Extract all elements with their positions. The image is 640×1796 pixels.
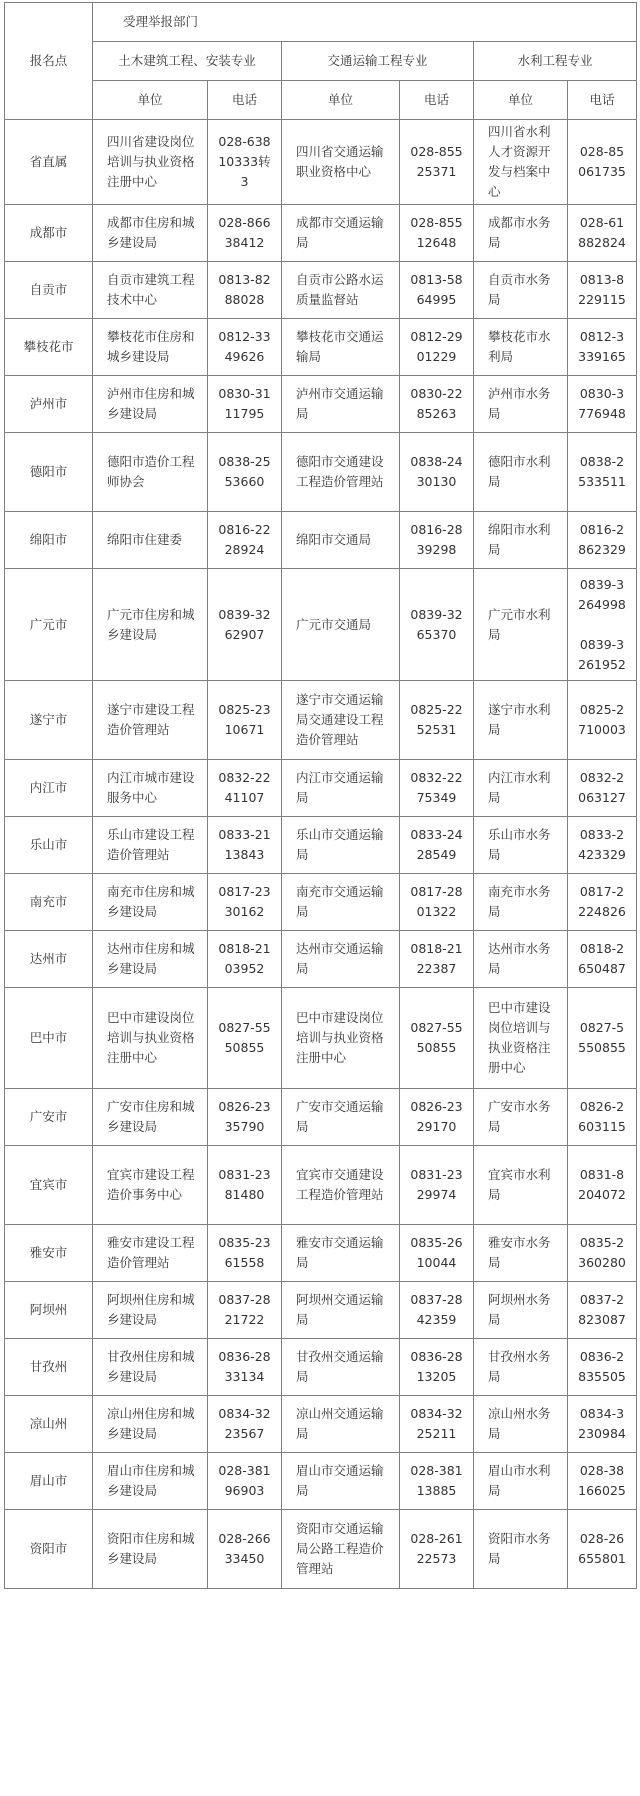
civil-phone-cell: [208, 681, 282, 760]
phone-number: 0818-2650487: [578, 941, 626, 976]
civil-unit-cell: 凉山州住房和城乡建设局: [93, 1396, 208, 1453]
region-cell: 南充市: [5, 874, 93, 931]
transport-unit-cell: 甘孜州交通运输局: [282, 1339, 400, 1396]
phone-number: 0838-2553660: [218, 454, 271, 489]
water-unit-cell: 甘孜州水务局: [474, 1339, 568, 1396]
region-cell: 乐山市: [5, 817, 93, 874]
water-unit-cell: 乐山市水务局: [474, 817, 568, 874]
table-row: [5, 1225, 637, 1282]
water-unit-cell: 绵阳市水利局: [474, 512, 568, 569]
phone-number: 0838-2430130: [410, 454, 463, 489]
transport-phone-cell: [400, 1225, 474, 1282]
phone-number: 028-38113885: [410, 1463, 463, 1498]
phone-number: 0825-2310671: [218, 702, 271, 737]
transport-phone-cell: [400, 988, 474, 1089]
header-group-civil: 土木建筑工程、安装专业: [93, 42, 282, 81]
water-unit-cell: 雅安市水务局: [474, 1225, 568, 1282]
region-cell: 广元市: [5, 569, 93, 681]
water-unit-cell: 巴中市建设岗位培训与执业资格注册中心: [474, 988, 568, 1089]
transport-phone-cell: [400, 120, 474, 205]
phone-number: 0816-2839298: [410, 522, 463, 557]
transport-phone-cell: [400, 1089, 474, 1146]
water-unit-cell: 四川省水利人才资源开发与档案中心: [474, 120, 568, 205]
table-row: [5, 931, 637, 988]
water-phone-cell: [568, 874, 637, 931]
phone-number: 028-26655801: [578, 1531, 626, 1566]
phone-number: 0831-8204072: [578, 1167, 626, 1202]
phone-number: 0826-2329170: [410, 1099, 463, 1134]
civil-phone-cell: [208, 1225, 282, 1282]
region-cell: 达州市: [5, 931, 93, 988]
transport-phone-cell: [400, 1453, 474, 1510]
transport-unit-cell: 成都市交通运输局: [282, 205, 400, 262]
civil-phone-cell: [208, 988, 282, 1089]
transport-phone-cell: [400, 931, 474, 988]
transport-unit-cell: 巴中市建设岗位培训与执业资格注册中心: [282, 988, 400, 1089]
civil-phone-cell: [208, 120, 282, 205]
region-cell: 遂宁市: [5, 681, 93, 760]
phone-number: 0816-2228924: [218, 522, 271, 557]
phone-number: 0812-3339165: [578, 329, 626, 364]
phone-number: 0818-2122387: [410, 941, 463, 976]
phone-number: 0834-3225211: [410, 1406, 463, 1441]
water-unit-cell: 南充市水务局: [474, 874, 568, 931]
header-region: 报名点: [5, 3, 93, 120]
region-cell: 自贡市: [5, 262, 93, 319]
phone-number: 0827-5550855: [218, 1020, 271, 1055]
phone-number: 0818-2103952: [218, 941, 271, 976]
water-unit-cell: 遂宁市水利局: [474, 681, 568, 760]
civil-unit-cell: 南充市住房和城乡建设局: [93, 874, 208, 931]
transport-phone-cell: [400, 1510, 474, 1589]
transport-phone-cell: [400, 262, 474, 319]
water-phone-cell: [568, 1339, 637, 1396]
header-phone: 电话: [208, 81, 282, 120]
water-unit-cell: 宜宾市水利局: [474, 1146, 568, 1225]
phone-number: 0830-3111795: [218, 386, 271, 421]
transport-unit-cell: 阿坝州交通运输局: [282, 1282, 400, 1339]
water-phone-cell: [568, 319, 637, 376]
transport-phone-cell: [400, 512, 474, 569]
region-cell: 泸州市: [5, 376, 93, 433]
water-unit-cell: 达州市水务局: [474, 931, 568, 988]
civil-unit-cell: 资阳市住房和城乡建设局: [93, 1510, 208, 1589]
phone-number: 0812-3349626: [218, 329, 271, 364]
region-cell: 内江市: [5, 760, 93, 817]
phone-number: 0838-2533511: [578, 454, 626, 489]
civil-unit-cell: 宜宾市建设工程造价事务中心: [93, 1146, 208, 1225]
transport-phone-cell: [400, 569, 474, 681]
civil-unit-cell: 成都市住房和城乡建设局: [93, 205, 208, 262]
civil-unit-cell: 达州市住房和城乡建设局: [93, 931, 208, 988]
phone-number: 0839-3264998: [578, 576, 626, 612]
phone-number: 0836-2813205: [410, 1349, 463, 1384]
contact-table: [4, 2, 637, 1589]
table-row: [5, 433, 637, 512]
phone-number: 0835-2610044: [410, 1235, 463, 1270]
transport-unit-cell: 雅安市交通运输局: [282, 1225, 400, 1282]
transport-unit-cell: 内江市交通运输局: [282, 760, 400, 817]
phone-number: 0826-2335790: [218, 1099, 271, 1134]
phone-number: 0817-2224826: [578, 884, 626, 919]
table-row: [5, 1089, 637, 1146]
table-row: [5, 569, 637, 681]
phone-number: 028-26633450: [218, 1531, 271, 1566]
table-row: [5, 874, 637, 931]
table-row: [5, 376, 637, 433]
civil-unit-cell: 自贡市建筑工程技术中心: [93, 262, 208, 319]
transport-phone-cell: [400, 874, 474, 931]
header-top: 受理举报部门: [93, 3, 637, 42]
transport-unit-cell: 南充市交通运输局: [282, 874, 400, 931]
water-phone-cell: [568, 433, 637, 512]
water-unit-cell: 广安市水务局: [474, 1089, 568, 1146]
phone-number: 0839-3265370: [410, 606, 463, 642]
civil-unit-cell: 内江市城市建设服务中心: [93, 760, 208, 817]
civil-unit-cell: 眉山市住房和城乡建设局: [93, 1453, 208, 1510]
region-cell: 凉山州: [5, 1396, 93, 1453]
transport-unit-cell: 广安市交通运输局: [282, 1089, 400, 1146]
water-phone-cell: [568, 1282, 637, 1339]
civil-phone-cell: [208, 262, 282, 319]
water-phone-cell: [568, 376, 637, 433]
civil-phone-cell: [208, 319, 282, 376]
region-cell: 眉山市: [5, 1453, 93, 1510]
water-phone-cell: [568, 120, 637, 205]
table-row: [5, 1453, 637, 1510]
civil-unit-cell: 绵阳市住建委: [93, 512, 208, 569]
table-row: [5, 988, 637, 1089]
civil-unit-cell: 甘孜州住房和城乡建设局: [93, 1339, 208, 1396]
civil-unit-cell: 攀枝花市住房和城乡建设局: [93, 319, 208, 376]
table-row: [5, 1396, 637, 1453]
transport-unit-cell: 广元市交通局: [282, 569, 400, 681]
phone-number: 028-85061735: [578, 144, 626, 179]
phone-number: 028-38196903: [218, 1463, 271, 1498]
civil-phone-cell: [208, 1089, 282, 1146]
water-phone-cell: [568, 931, 637, 988]
phone-number: 028-26122573: [410, 1531, 463, 1566]
phone-number: 0837-2823087: [578, 1292, 626, 1327]
civil-unit-cell: 遂宁市建设工程造价管理站: [93, 681, 208, 760]
transport-phone-cell: [400, 1282, 474, 1339]
water-unit-cell: 自贡市水务局: [474, 262, 568, 319]
transport-unit-cell: 达州市交通运输局: [282, 931, 400, 988]
phone-number: 0813-8229115: [578, 272, 626, 307]
table-row: [5, 205, 637, 262]
region-cell: 绵阳市: [5, 512, 93, 569]
civil-phone-cell: [208, 874, 282, 931]
phone-number: 0836-2833134: [218, 1349, 271, 1384]
header-group-water: 水利工程专业: [474, 42, 637, 81]
table-row: [5, 262, 637, 319]
phone-number: 0839-3261952: [578, 636, 626, 672]
civil-unit-cell: 四川省建设岗位培训与执业资格注册中心: [93, 120, 208, 205]
civil-phone-cell: [208, 1453, 282, 1510]
civil-phone-cell: [208, 1339, 282, 1396]
table-row: [5, 760, 637, 817]
phone-number: 0832-2063127: [578, 770, 626, 805]
header-unit: 单位: [93, 81, 208, 120]
phone-number: 028-85525371: [410, 144, 463, 179]
water-unit-cell: 眉山市水利局: [474, 1453, 568, 1510]
phone-number: 0830-2285263: [410, 386, 463, 421]
phone-number: 028-85512648: [410, 215, 463, 250]
water-unit-cell: 成都市水务局: [474, 205, 568, 262]
phone-number: 0813-5864995: [410, 272, 463, 307]
transport-phone-cell: [400, 1339, 474, 1396]
civil-phone-cell: [208, 512, 282, 569]
civil-phone-cell: [208, 433, 282, 512]
civil-unit-cell: 乐山市建设工程造价管理站: [93, 817, 208, 874]
transport-unit-cell: 凉山州交通运输局: [282, 1396, 400, 1453]
phone-number: 0833-2113843: [218, 827, 271, 862]
water-unit-cell: 资阳市水务局: [474, 1510, 568, 1589]
civil-unit-cell: 德阳市造价工程师协会: [93, 433, 208, 512]
phone-number: 0832-2241107: [218, 770, 271, 805]
civil-phone-cell: [208, 569, 282, 681]
table-row: [5, 512, 637, 569]
civil-unit-cell: 巴中市建设岗位培训与执业资格注册中心: [93, 988, 208, 1089]
water-phone-cell: [568, 1396, 637, 1453]
phone-number: 0830-3776948: [578, 386, 626, 421]
transport-unit-cell: 自贡市公路水运质量监督站: [282, 262, 400, 319]
water-phone-cell: [568, 1510, 637, 1589]
table-row: [5, 1339, 637, 1396]
region-cell: 阿坝州: [5, 1282, 93, 1339]
water-phone-cell: [568, 262, 637, 319]
phone-number: 0835-2361558: [218, 1235, 271, 1270]
region-cell: 德阳市: [5, 433, 93, 512]
phone-number: 0827-5550855: [578, 1020, 626, 1055]
transport-unit-cell: 遂宁市交通运输局交通建设工程造价管理站: [282, 681, 400, 760]
header-unit: 单位: [282, 81, 400, 120]
phone-number: 0837-2842359: [410, 1292, 463, 1327]
header-phone: 电话: [568, 81, 637, 120]
water-phone-cell: [568, 1225, 637, 1282]
phone-number: 0826-2603115: [578, 1099, 626, 1134]
water-unit-cell: 凉山州水务局: [474, 1396, 568, 1453]
phone-number: 0833-2428549: [410, 827, 463, 862]
transport-unit-cell: 乐山市交通运输局: [282, 817, 400, 874]
transport-unit-cell: 宜宾市交通建设工程造价管理站: [282, 1146, 400, 1225]
water-phone-cell: [568, 1089, 637, 1146]
civil-phone-cell: [208, 817, 282, 874]
water-unit-cell: 德阳市水利局: [474, 433, 568, 512]
phone-number: 0817-2801322: [410, 884, 463, 919]
transport-phone-cell: [400, 376, 474, 433]
transport-phone-cell: [400, 681, 474, 760]
region-cell: 攀枝花市: [5, 319, 93, 376]
transport-phone-cell: [400, 1146, 474, 1225]
region-cell: 资阳市: [5, 1510, 93, 1589]
phone-number: 0835-2360280: [578, 1235, 626, 1270]
phone-number: 0825-2252531: [410, 702, 463, 737]
phone-number: 0825-2710003: [578, 702, 626, 737]
phone-number: 0834-3230984: [578, 1406, 626, 1441]
water-unit-cell: 阿坝州水务局: [474, 1282, 568, 1339]
phone-number: 028-38166025: [578, 1463, 626, 1498]
phone-number: 0812-2901229: [410, 329, 463, 364]
transport-unit-cell: 四川省交通运输职业资格中心: [282, 120, 400, 205]
phone-number: 0834-3223567: [218, 1406, 271, 1441]
table-row: [5, 681, 637, 760]
transport-unit-cell: 攀枝花市交通运输局: [282, 319, 400, 376]
transport-unit-cell: 泸州市交通运输局: [282, 376, 400, 433]
civil-phone-cell: [208, 1510, 282, 1589]
header-group-transport: 交通运输工程专业: [282, 42, 474, 81]
phone-number: 028-63810333转3: [218, 134, 271, 189]
transport-phone-cell: [400, 817, 474, 874]
phone-number: 028-86638412: [218, 215, 271, 250]
civil-unit-cell: 雅安市建设工程造价管理站: [93, 1225, 208, 1282]
region-cell: 雅安市: [5, 1225, 93, 1282]
civil-phone-cell: [208, 1146, 282, 1225]
transport-phone-cell: [400, 205, 474, 262]
phone-number: 0836-2835505: [578, 1349, 626, 1384]
header-unit: 单位: [474, 81, 568, 120]
transport-unit-cell: 绵阳市交通局: [282, 512, 400, 569]
phone-number: 0833-2423329: [578, 827, 626, 862]
phone-number: 0816-2862329: [578, 522, 626, 557]
region-cell: 成都市: [5, 205, 93, 262]
civil-phone-cell: [208, 1396, 282, 1453]
civil-unit-cell: 泸州市住房和城乡建设局: [93, 376, 208, 433]
phone-number: 0839-3262907: [218, 606, 271, 642]
region-cell: 宜宾市: [5, 1146, 93, 1225]
water-unit-cell: 泸州市水务局: [474, 376, 568, 433]
transport-unit-cell: 眉山市交通运输局: [282, 1453, 400, 1510]
civil-unit-cell: 阿坝州住房和城乡建设局: [93, 1282, 208, 1339]
transport-phone-cell: [400, 1396, 474, 1453]
water-phone-cell: [568, 1453, 637, 1510]
civil-unit-cell: 广元市住房和城乡建设局: [93, 569, 208, 681]
water-phone-cell: [568, 681, 637, 760]
water-unit-cell: 攀枝花市水利局: [474, 319, 568, 376]
transport-phone-cell: [400, 319, 474, 376]
region-cell: 甘孜州: [5, 1339, 93, 1396]
phone-number: 0827-5550855: [410, 1020, 463, 1055]
table-row: [5, 1510, 637, 1589]
phone-number: 0832-2275349: [410, 770, 463, 805]
water-phone-cell: [568, 760, 637, 817]
water-phone-cell: [568, 1146, 637, 1225]
table-row: [5, 1146, 637, 1225]
civil-phone-cell: [208, 1282, 282, 1339]
header-phone: 电话: [400, 81, 474, 120]
water-unit-cell: 广元市水利局: [474, 569, 568, 681]
civil-phone-cell: [208, 376, 282, 433]
transport-unit-cell: 资阳市交通运输局公路工程造价管理站: [282, 1510, 400, 1589]
transport-phone-cell: [400, 760, 474, 817]
phone-number: 0831-2381480: [218, 1167, 271, 1202]
water-phone-cell: [568, 205, 637, 262]
phone-number: 0813-8288028: [218, 272, 271, 307]
civil-phone-cell: [208, 931, 282, 988]
region-cell: 巴中市: [5, 988, 93, 1089]
table-row: [5, 1282, 637, 1339]
water-phone-cell: [568, 569, 637, 681]
civil-unit-cell: 广安市住房和城乡建设局: [93, 1089, 208, 1146]
transport-unit-cell: 德阳市交通建设工程造价管理站: [282, 433, 400, 512]
table-row: [5, 120, 637, 205]
civil-phone-cell: [208, 205, 282, 262]
region-cell: 广安市: [5, 1089, 93, 1146]
water-phone-cell: [568, 988, 637, 1089]
water-phone-cell: [568, 817, 637, 874]
transport-phone-cell: [400, 433, 474, 512]
phone-number: 0817-2330162: [218, 884, 271, 919]
table-row: [5, 319, 637, 376]
phone-number: 0831-2329974: [410, 1167, 463, 1202]
phone-number: 028-61882824: [578, 215, 626, 250]
civil-phone-cell: [208, 760, 282, 817]
water-phone-cell: [568, 512, 637, 569]
region-cell: 省直属: [5, 120, 93, 205]
phone-number: 0837-2821722: [218, 1292, 271, 1327]
table-row: [5, 817, 637, 874]
water-unit-cell: 内江市水利局: [474, 760, 568, 817]
